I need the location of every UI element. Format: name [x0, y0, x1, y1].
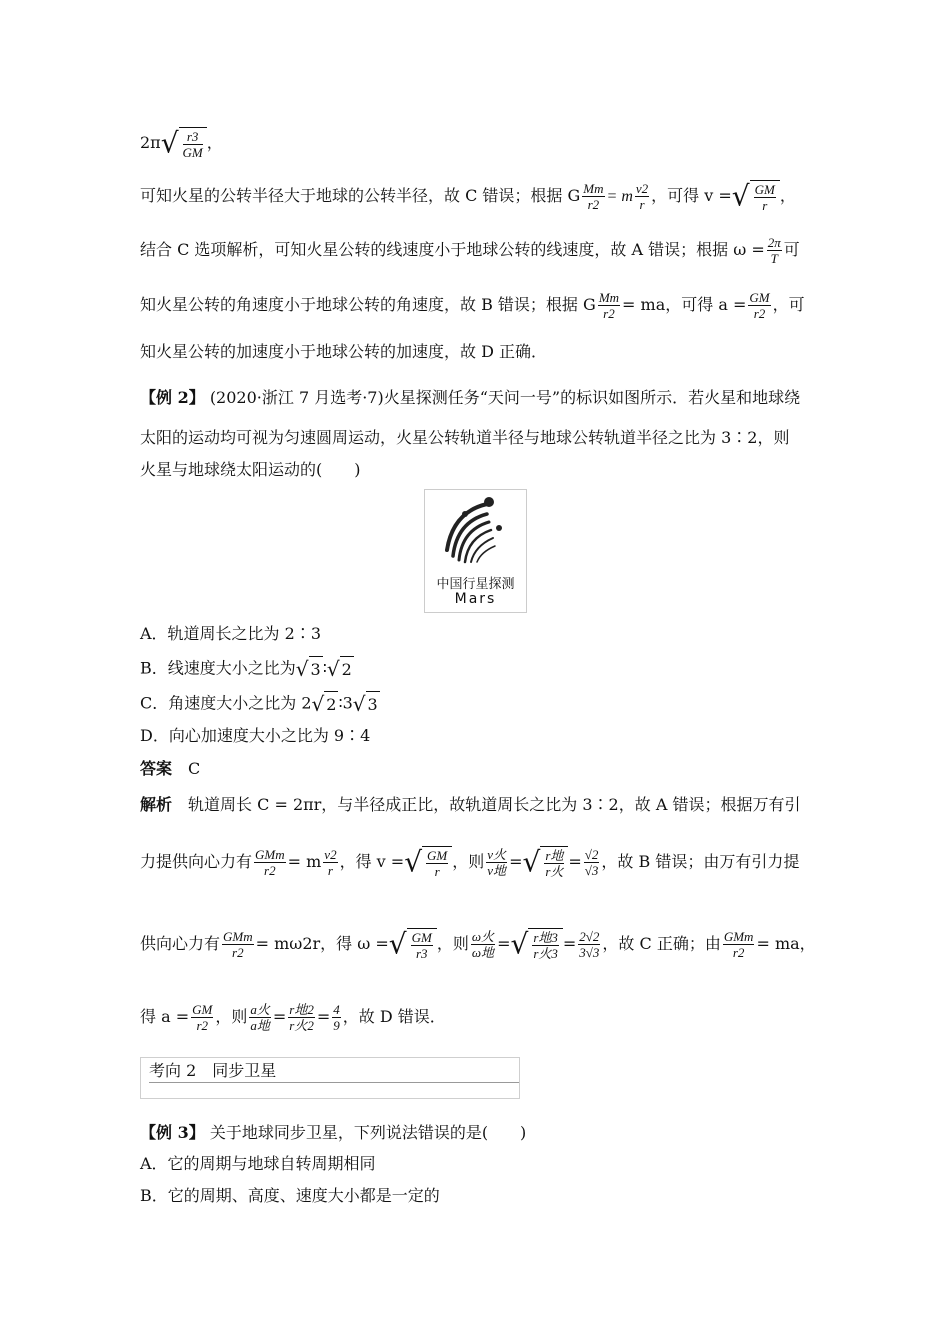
fraction: $\frac{\text{GMm}}{r2}$ [723, 929, 754, 960]
sqrt-expression: √ $\frac{r3}{GM}$ [161, 127, 207, 160]
option-b: B．线速度大小之比为√ 3 ∶√ 2 [140, 657, 352, 681]
section-heading-box [140, 1057, 520, 1099]
answer-label: 答案 [140, 759, 173, 778]
question-text: 关于地球同步卫星，下列说法错误的是( ) [209, 1123, 527, 1142]
sqrt-expression: √ $\frac{GM}{r3}$ [389, 928, 437, 961]
sqrt-expression: √ $\frac{GM}{r}$ [404, 846, 452, 879]
text-run: 结合 C 选项解析，可知火星公转的线速度小于地球公转的线速度，故 A 错误；根据 ω = [140, 240, 765, 259]
option-d: D．向心加速度大小之比为 9∶4 [140, 726, 371, 745]
paragraph-line [140, 340, 547, 364]
mars-mission-logo [424, 489, 527, 613]
sqrt-expression: √ 2 [311, 692, 337, 716]
analysis-line: 供向心力有 $\frac{\text{GMm}}{r2}$ = mω2r，得 ω =√ $\frac{GM}{r3}$ ，则 $\frac{\text{ω火}}{\text{ω地}}$ =√ $\frac{\text{r地3}}{\text{r火3}}$ = $\frac{2√2}{3√3}$ ，故 C 正确；由 $\frac{\text{GMm}}{r2}$ = ma， [140, 927, 816, 961]
example-3-option-b: B．它的周期、高度、速度大小都是一定的 [140, 1186, 440, 1205]
option-c: C．角速度大小之比为 2√ 2 ∶3√ 3 [140, 692, 378, 716]
option-a: A．轨道周长之比为 2∶3 [140, 624, 322, 643]
fraction: $\frac{\text{r地2}}{\text{r火2}}$ [289, 1002, 314, 1033]
fraction: $\frac{2√2}{3√3}$ [579, 929, 600, 960]
analysis-line [140, 793, 800, 817]
analysis-line: 得 a = $\frac{GM}{r2}$ ，则 $\frac{\text{a火}}{\text{a地}}$ = $\frac{\text{r地2}}{\text{r火2}}$ = $\frac{4}{9}$ ，故 D 错误． [140, 1002, 446, 1033]
example-3-option-a: A．它的周期与地球自转周期相同 [140, 1154, 376, 1173]
paragraph-line [140, 290, 805, 321]
formula-text: ， [206, 133, 223, 152]
fraction-numerator: r3 [183, 129, 203, 145]
fraction: $\frac{Mm}{r2}$ [598, 290, 620, 321]
logo-caption-en: Mars [454, 591, 497, 607]
fraction: $\frac{Mm}{r2}$ [583, 181, 604, 212]
fraction: $\frac{GM}{r2}$ [749, 290, 770, 321]
fraction: $\frac{v2}{r}$ [635, 181, 649, 212]
fraction: $\frac{\text{ω火}}{\text{ω地}}$ [471, 929, 495, 960]
sqrt-expression: √ $\frac{\text{r地3}}{\text{r火3}}$ [510, 928, 562, 961]
text-run: 知火星公转的角速度小于地球公转的角速度，故 B 错误；根据 G [140, 295, 596, 314]
fraction: $\frac{\text{GMm}}{r2}$ [255, 847, 285, 878]
text-run: ，可得 v = [651, 186, 732, 205]
example-2-question-line [140, 426, 789, 450]
question-text: 太阳的运动均可视为匀速圆周运动，火星公转轨道半径与地球公转轨道半径之比为 3∶2，则 [140, 428, 790, 447]
paragraph-line [140, 235, 800, 266]
answer-line [140, 757, 200, 781]
paragraph-line [140, 180, 796, 213]
fraction: $\frac{\text{v火}}{\text{v地}}$ [487, 847, 507, 878]
text-run: 知火星公转的加速度小于地球公转的加速度，故 D 正确． [140, 342, 548, 361]
example-2-question [140, 386, 800, 410]
text-run: = m [606, 188, 633, 205]
fraction: $\frac{\text{GMm}}{r2}$ [223, 929, 253, 960]
formula-text: 2π [140, 133, 161, 152]
section-heading: 考向 2 同步卫星 [149, 1060, 519, 1083]
sqrt-expression: √ 3 [295, 657, 321, 681]
text-run: = ma，可得 a = [622, 295, 747, 314]
fraction: $\frac{2\pi}{T}$ [767, 235, 781, 266]
example-3-question [140, 1121, 526, 1145]
sqrt-expression: √ 2 [326, 657, 352, 681]
text-run: ， [779, 186, 796, 205]
sqrt-expression: √ $\frac{GM}{r}$ [732, 180, 780, 213]
sqrt-expression: √ 3 [352, 692, 378, 716]
question-text: 火星与地球绕太阳运动的( ) [140, 460, 361, 479]
sqrt-expression: √ $\frac{\text{r地}}{\text{r火}}$ [522, 846, 568, 879]
analysis-label: 解析 [140, 795, 173, 814]
question-text: (2020·浙江 7 月选考·7)火星探测任务“天问一号”的标识如图所示．若火星和地球绕 [209, 388, 801, 407]
fraction-denominator: GM [182, 145, 203, 160]
analysis-line: 力提供向心力有 $\frac{\text{GMm}}{r2}$ = m $\frac{v2}{r}$ ，得 v =√ $\frac{GM}{r}$ ，则 $\frac{\text{v火}}{\text{v地}}$ =√ $\frac{\text{r地}}{\text{r火}}$ = $\frac{√2}{√3}$ ，故 B 错误；由万有引力提 [140, 845, 800, 879]
example-label: 【例 2】 [140, 388, 205, 407]
example-2-question-line [140, 458, 361, 482]
text-run: 可知火星的公转半径大于地球的公转半径，故 C 错误；根据 G [140, 186, 581, 205]
fraction: $\frac{4}{9}$ [333, 1002, 340, 1033]
text-run: ，可 [772, 295, 805, 314]
formula-line-period [140, 127, 223, 160]
fraction: $\frac{v2}{r}$ [324, 847, 337, 878]
answer-value: C [188, 759, 201, 778]
logo-arcs-icon [425, 490, 526, 572]
logo-caption-cn: 中国行星探测 [436, 577, 515, 592]
fraction: $\frac{GM}{r2}$ [192, 1002, 213, 1033]
text-run: 可 [783, 240, 800, 259]
fraction: $\frac{\text{a火}}{\text{a地}}$ [250, 1002, 270, 1033]
text-run: 轨道周长 C = 2πr，与半径成正比，故轨道周长之比为 3∶2，故 A 错误；根据万有引 [188, 795, 801, 814]
fraction: $\frac{√2}{√3}$ [584, 847, 599, 878]
example-label: 【例 3】 [140, 1123, 205, 1142]
